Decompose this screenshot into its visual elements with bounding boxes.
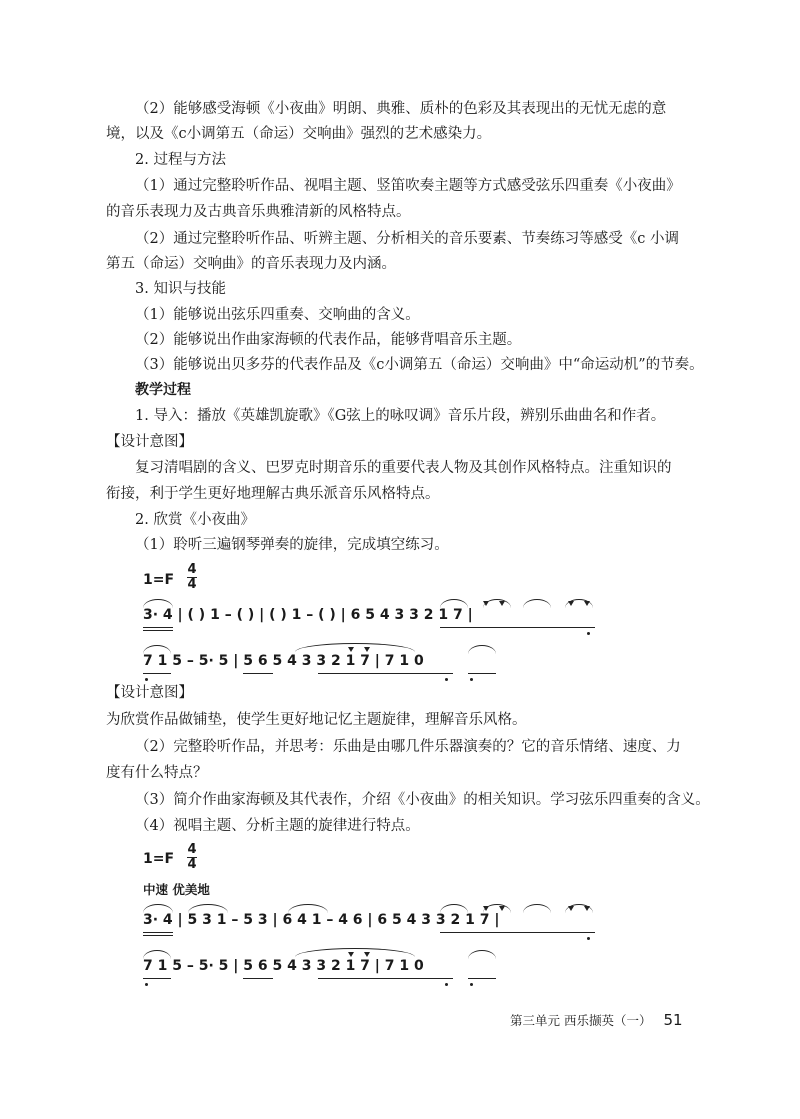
step-2-item-1: （1）聆听三遍钢琴弹奏的旋律，完成填空练习。	[135, 537, 449, 553]
accent-mark	[584, 906, 590, 911]
score2-ts-top: 4	[187, 842, 197, 857]
score2-row2	[143, 948, 663, 988]
accent-mark	[499, 906, 505, 911]
slur	[523, 599, 551, 608]
design-intent-2: 为欣赏作品做铺垫，使学生更好地记忆主题旋律，理解音乐风格。	[106, 712, 527, 728]
score2-tempo: 中速 优美地	[143, 882, 210, 897]
score1-ts-bottom: 4	[187, 577, 197, 592]
teaching-process-heading: 教学过程	[135, 382, 191, 398]
step-2-item-2-line2: 度有什么特点？	[106, 765, 208, 781]
score2-time-signature	[186, 843, 198, 872]
underline	[143, 978, 171, 979]
lower-octave-dot	[587, 632, 590, 635]
design-intent-1-line2: 衔接，利于学生更好地理解古典乐派音乐风格特点。	[106, 486, 440, 502]
score1-ts-top: 4	[187, 562, 197, 577]
accent-mark	[364, 647, 370, 652]
slur	[440, 904, 468, 913]
lower-octave-dot	[587, 937, 590, 940]
underline	[243, 978, 273, 979]
footer-unit-title: 第三单元 西乐撷英（一）	[510, 1013, 652, 1028]
accent-mark	[348, 647, 354, 652]
objective-2-line2: 境，以及《c小调第五（命运）交响曲》强烈的艺术感染力。	[106, 126, 492, 142]
underline	[143, 935, 173, 936]
slur	[295, 643, 415, 652]
lower-octave-dot	[470, 983, 473, 986]
underline	[243, 673, 273, 674]
lower-octave-dot	[445, 678, 448, 681]
objective-2-line1: （2）能够感受海顿《小夜曲》明朗、典雅、质朴的色彩及其表现出的无忧无虑的意	[135, 101, 667, 117]
underline	[318, 978, 453, 979]
underline	[440, 932, 595, 933]
slur	[295, 948, 415, 957]
underline	[318, 673, 453, 674]
score1-row1-notes: 3· 4 | ( ) 1 – ( ) | ( ) 1 – ( ) | 6 5 4 3 3 2 1 7 |	[143, 607, 473, 623]
score1-key: 1=F	[143, 572, 175, 588]
page-number: 51	[663, 1011, 683, 1029]
slur	[188, 904, 228, 913]
step-2-item-2-line1: （2）完整聆听作品，并思考：乐曲是由哪几件乐器演奏的？它的音乐情绪、速度、力	[135, 739, 681, 755]
process-item-2-line1: （2）通过完整聆听作品、听辨主题、分析相关的音乐要素、节奏练习等感受《c 小调	[135, 231, 679, 247]
score2-row1-notes: 3· 4 | 5 3 1 – 5 3 | 6 4 1 – 4 6 | 6 5 4 3 3 2 1 7 |	[143, 912, 500, 928]
score1-time-signature	[186, 563, 198, 592]
slur	[288, 904, 328, 913]
accent-mark	[483, 906, 489, 911]
lower-octave-dot	[145, 678, 148, 681]
step-2-heading: 2. 欣赏《小夜曲》	[135, 512, 255, 528]
accent-mark	[568, 906, 574, 911]
design-intent-1-line1: 复习清唱剧的含义、巴罗克时期音乐的重要代表人物及其创作风格特点。注重知识的	[135, 460, 672, 476]
score1-row1	[143, 597, 663, 637]
lower-octave-dot	[470, 678, 473, 681]
underline	[143, 627, 173, 628]
process-item-1-line2: 的音乐表现力及古典音乐典雅清新的风格特点。	[106, 204, 411, 220]
slur	[468, 645, 496, 654]
score2-row2-notes: 7 1 5 – 5· 5 | 5 6 5 4 3 3 2 1 7 | 7 1 0	[143, 958, 424, 974]
process-item-2-line2: 第五（命运）交响曲》的音乐表现力及内涵。	[106, 256, 396, 272]
step-2-item-3: （3）简介作曲家海顿及其代表作，介绍《小夜曲》的相关知识。学习弦乐四重奏的含义。	[135, 792, 710, 808]
skill-item-2: （2）能够说出作曲家海顿的代表作品，能够背唱音乐主题。	[135, 332, 522, 348]
section-knowledge-skills: 3. 知识与技能	[135, 281, 226, 297]
accent-mark	[483, 601, 489, 606]
accent-mark	[348, 952, 354, 957]
step-2-item-4: （4）视唱主题、分析主题的旋律进行特点。	[135, 818, 420, 834]
lower-octave-dot	[445, 983, 448, 986]
step-1-intro: 1. 导入：播放《英雄凯旋歌》《G弦上的咏叹调》音乐片段，辨别乐曲曲名和作者。	[135, 408, 666, 424]
accent-mark	[568, 601, 574, 606]
section-process-method: 2. 过程与方法	[135, 152, 226, 168]
underline	[143, 673, 171, 674]
skill-item-3: （3）能够说出贝多芬的代表作品及《c小调第五（命运）交响曲》中“命运动机”的节奏。	[135, 357, 704, 373]
design-intent-label-2: 【设计意图】	[106, 685, 193, 701]
skill-item-1: （1）能够说出弦乐四重奏、交响曲的含义。	[135, 307, 420, 323]
underline	[440, 627, 595, 628]
score2-row1	[143, 902, 663, 942]
lower-octave-dot	[145, 983, 148, 986]
accent-mark	[499, 601, 505, 606]
underline	[143, 630, 173, 631]
slur	[440, 599, 468, 608]
design-intent-label-1: 【设计意图】	[106, 434, 193, 450]
accent-mark	[584, 601, 590, 606]
score1-row2	[143, 643, 663, 683]
slur	[468, 950, 496, 959]
score1-row2-notes: 7 1 5 – 5· 5 | 5 6 5 4 3 3 2 1 7 | 7 1 0	[143, 653, 424, 669]
slur	[523, 904, 551, 913]
accent-mark	[364, 952, 370, 957]
page-footer	[510, 1011, 730, 1029]
score2-key: 1=F	[143, 851, 175, 867]
underline	[468, 978, 496, 979]
process-item-1-line1: （1）通过完整聆听作品、视唱主题、竖笛吹奏主题等方式感受弦乐四重奏《小夜曲》	[135, 178, 681, 194]
underline	[468, 673, 496, 674]
score2-ts-bottom: 4	[187, 857, 197, 872]
underline	[143, 932, 173, 933]
